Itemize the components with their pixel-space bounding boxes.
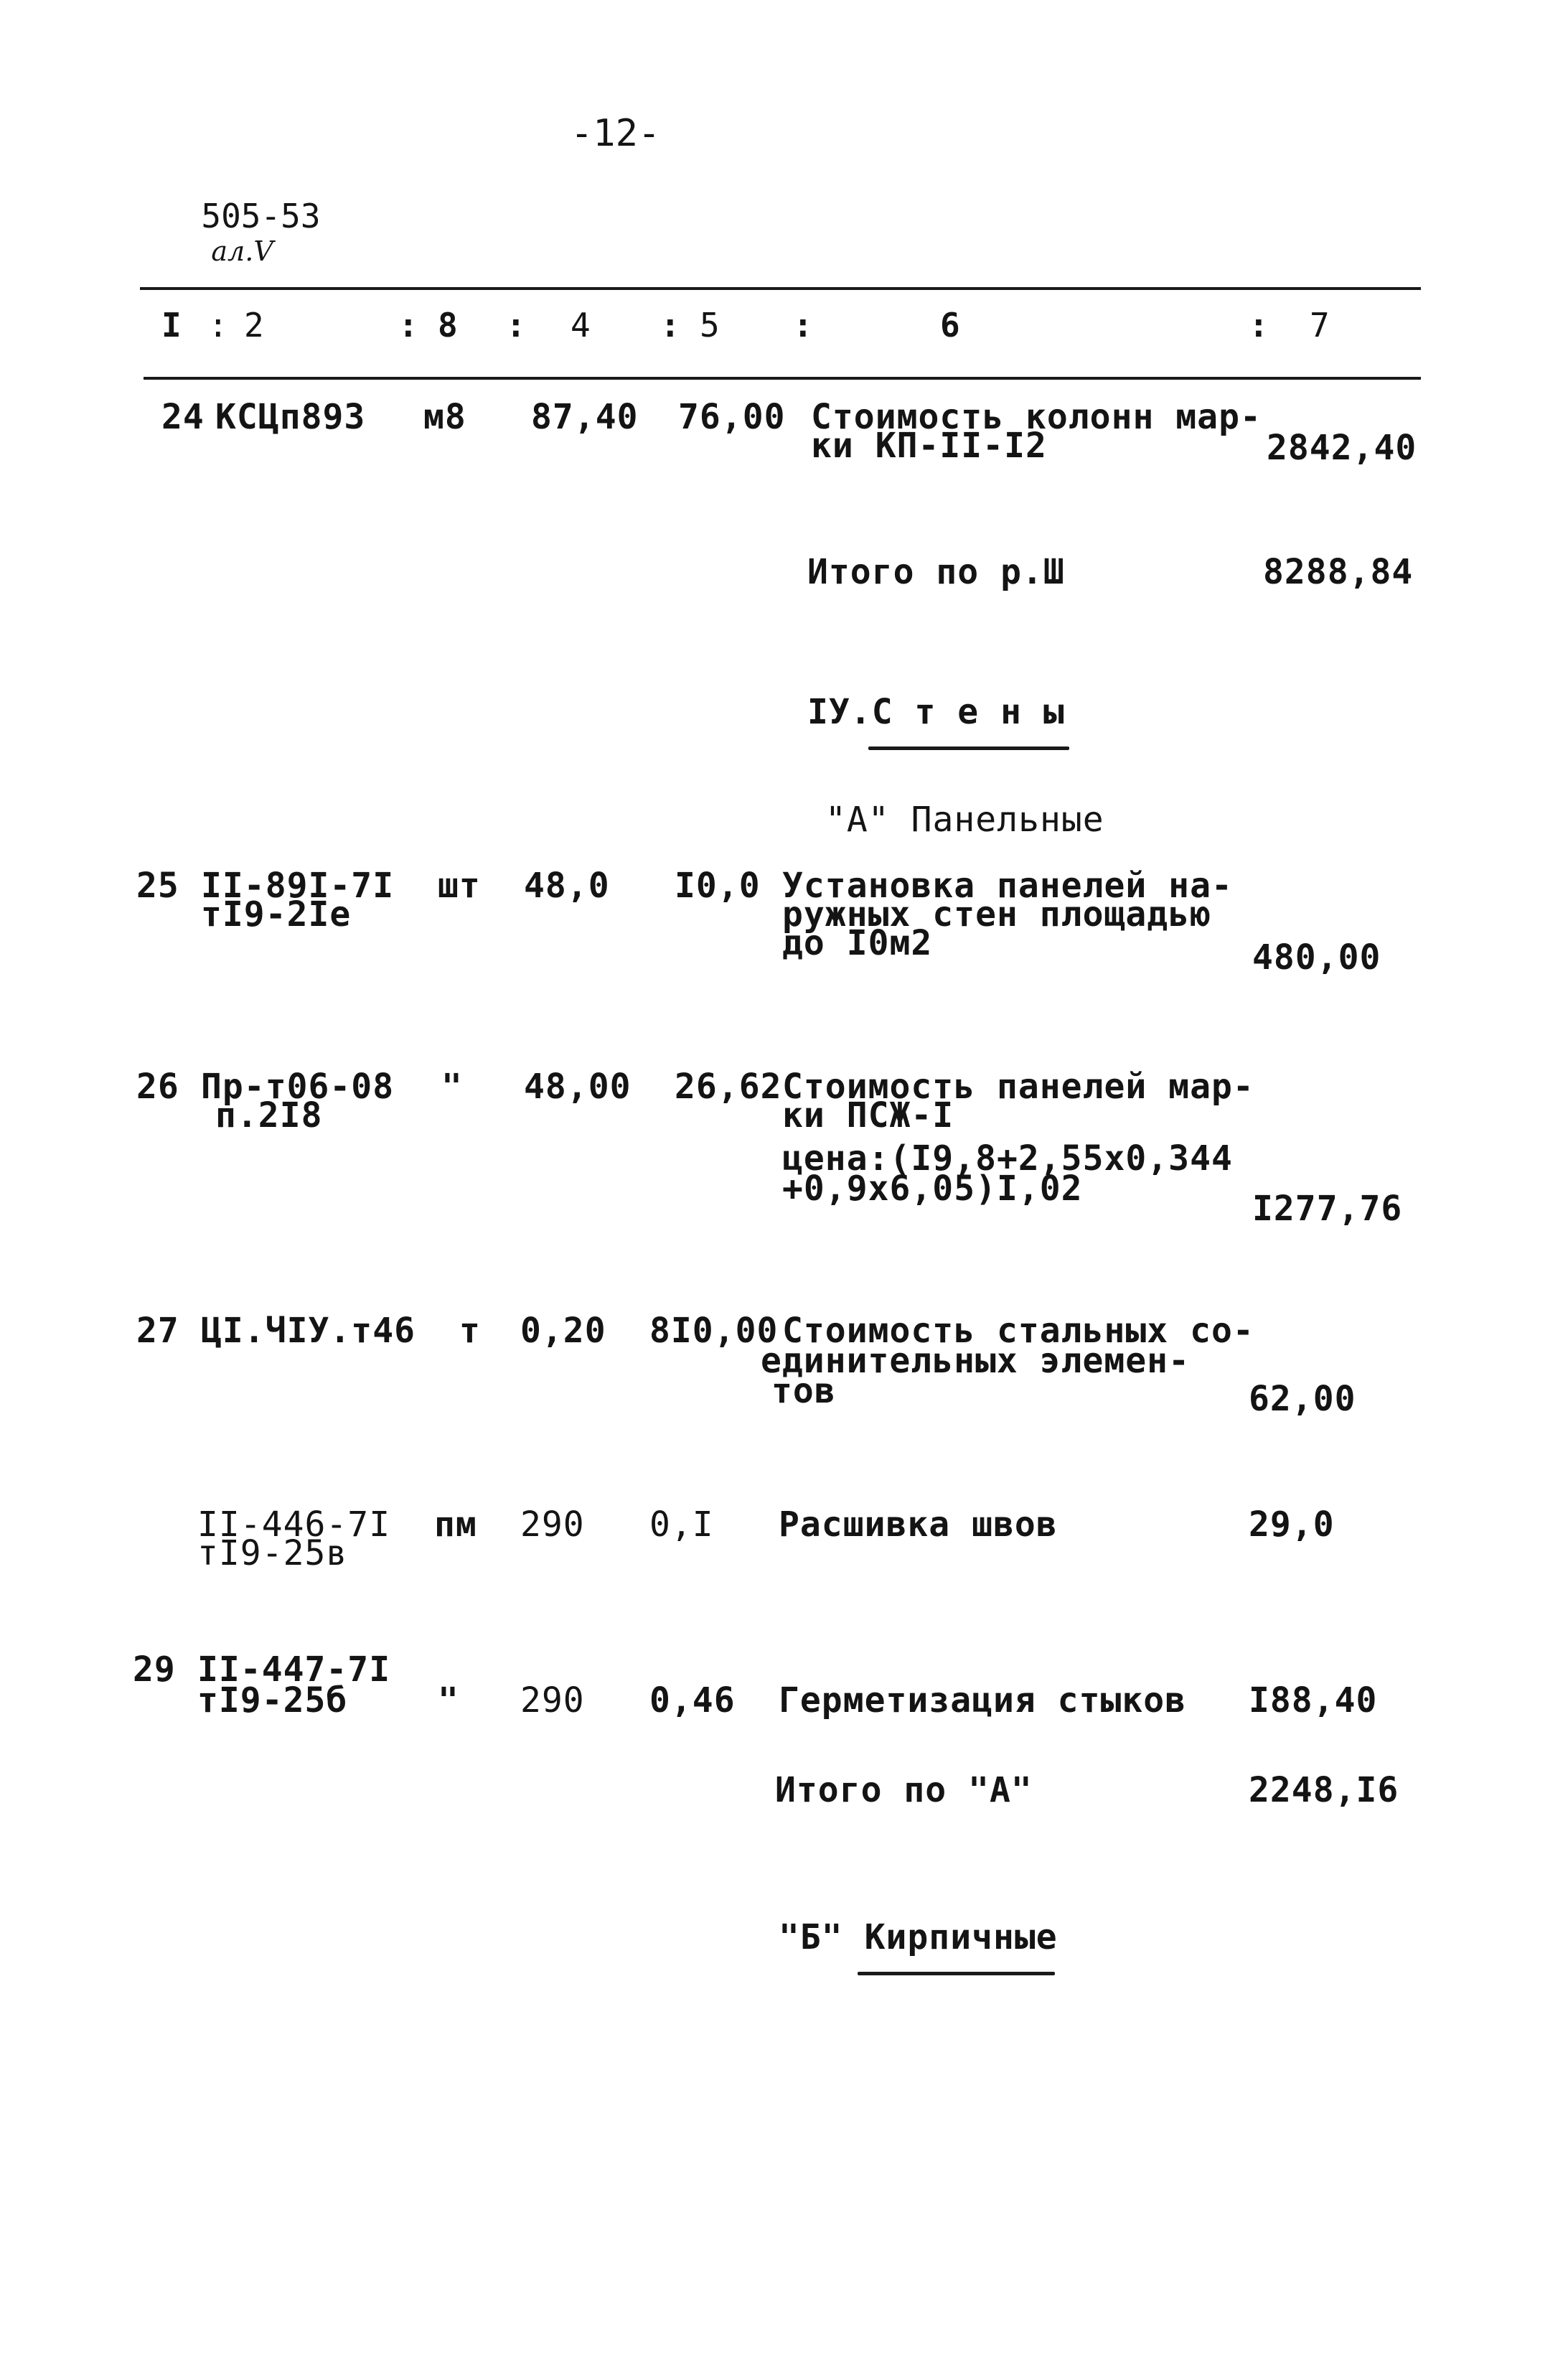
row-code: КСЦп893 [215,397,366,437]
row-description: Герметизация стыков [779,1680,1187,1721]
subtotal-label: Итого по р.Ш [807,552,1065,592]
column-separator: : [208,306,228,345]
column-separator: : [660,306,680,345]
row-price: I0,0 [675,866,761,906]
row-description: Стоимость стальных со- [782,1311,1254,1351]
row-total: 480,00 [1252,937,1381,978]
subsection-heading-underline [858,1972,1055,1975]
row-description: до I0м2 [782,923,933,963]
column-header-6: 6 [940,306,960,345]
row-description: ки КП-II-I2 [811,426,1047,466]
row-unit: пм [434,1504,477,1545]
row-quantity: 290 [520,1680,585,1721]
row-quantity: 48,0 [524,866,610,906]
row-quantity: 87,40 [531,397,639,437]
column-header-1: I [161,306,182,345]
subsection-heading: "Б" Кирпичные [779,1917,1058,1957]
row-description: ружных стен площадью [782,894,1211,935]
row-description: +0,9х6,05)I,02 [782,1169,1083,1209]
row-code: ЦI.ЧIУ.т46 [201,1311,416,1351]
row-total: 2842,40 [1267,428,1417,468]
row-price: 0,46 [649,1680,736,1721]
row-quantity: 0,20 [520,1311,606,1351]
row-description: Стоимость колонн мар- [811,397,1262,437]
subtotal-value: 8288,84 [1263,552,1414,592]
row-code: тI9-25б [197,1680,348,1721]
column-header-3: 8 [438,306,458,345]
row-description: Расшивка швов [779,1504,1058,1545]
row-description: Установка панелей на- [782,866,1233,906]
row-description: Стоимость панелей мар- [782,1067,1254,1107]
row-price: 0,I [649,1504,714,1545]
subsection-heading: "А" Панельные [825,800,1104,840]
column-separator: : [398,306,418,345]
row-unit: шт [438,866,481,906]
column-header-5: 5 [700,306,720,345]
row-code: тI9-2Iе [201,894,352,935]
row-unit: т [459,1311,481,1351]
page-number: -12- [571,112,661,155]
document-code-number: 505-53 [201,197,321,235]
row-description: единительных элемен- [761,1341,1190,1381]
row-code: тI9-25в [197,1533,348,1573]
row-description: ки ПСЖ-I [782,1095,954,1136]
row-number: 27 [136,1311,179,1351]
row-price: 76,00 [678,397,786,437]
row-unit: " [438,1680,459,1721]
row-number: 26 [136,1067,179,1107]
subtotal-label: Итого по "А" [775,1770,1033,1810]
column-header-7: 7 [1310,306,1330,345]
row-code: п.2I8 [215,1095,323,1136]
row-total: I88,40 [1249,1680,1378,1721]
subtotal-value: 2248,I6 [1249,1770,1399,1810]
row-code: II-89I-7I [201,866,395,906]
row-description: тов [771,1371,836,1411]
header-top-rule [140,287,1421,290]
row-total: 29,0 [1249,1504,1335,1545]
document-annotation: ал.V [211,235,273,267]
column-separator: : [1249,306,1269,345]
row-code: Пр-т06-08 [201,1067,395,1107]
row-price: 8I0,00 [649,1311,779,1351]
row-number: 24 [161,397,205,437]
row-number: 29 [133,1649,176,1690]
column-separator: : [793,306,813,345]
column-separator: : [506,306,526,345]
row-code: II-446-7I [197,1504,391,1545]
row-unit: " [441,1067,463,1107]
row-quantity: 290 [520,1504,585,1545]
row-code: II-447-7I [197,1649,391,1690]
row-quantity: 48,00 [524,1067,632,1107]
row-description: цена:(I9,8+2,55х0,344 [782,1138,1233,1179]
section-heading-underline [868,746,1069,750]
row-total: 62,00 [1249,1379,1356,1419]
column-header-2: 2 [244,306,264,345]
section-heading: IУ.С т е н ы [807,692,1065,732]
row-number: 25 [136,866,179,906]
row-price: 26,62 [675,1067,782,1107]
column-header-4: 4 [571,306,591,345]
document-code [161,167,321,266]
row-unit: м8 [423,397,466,437]
header-bottom-rule [144,377,1421,380]
row-total: I277,76 [1252,1189,1403,1229]
